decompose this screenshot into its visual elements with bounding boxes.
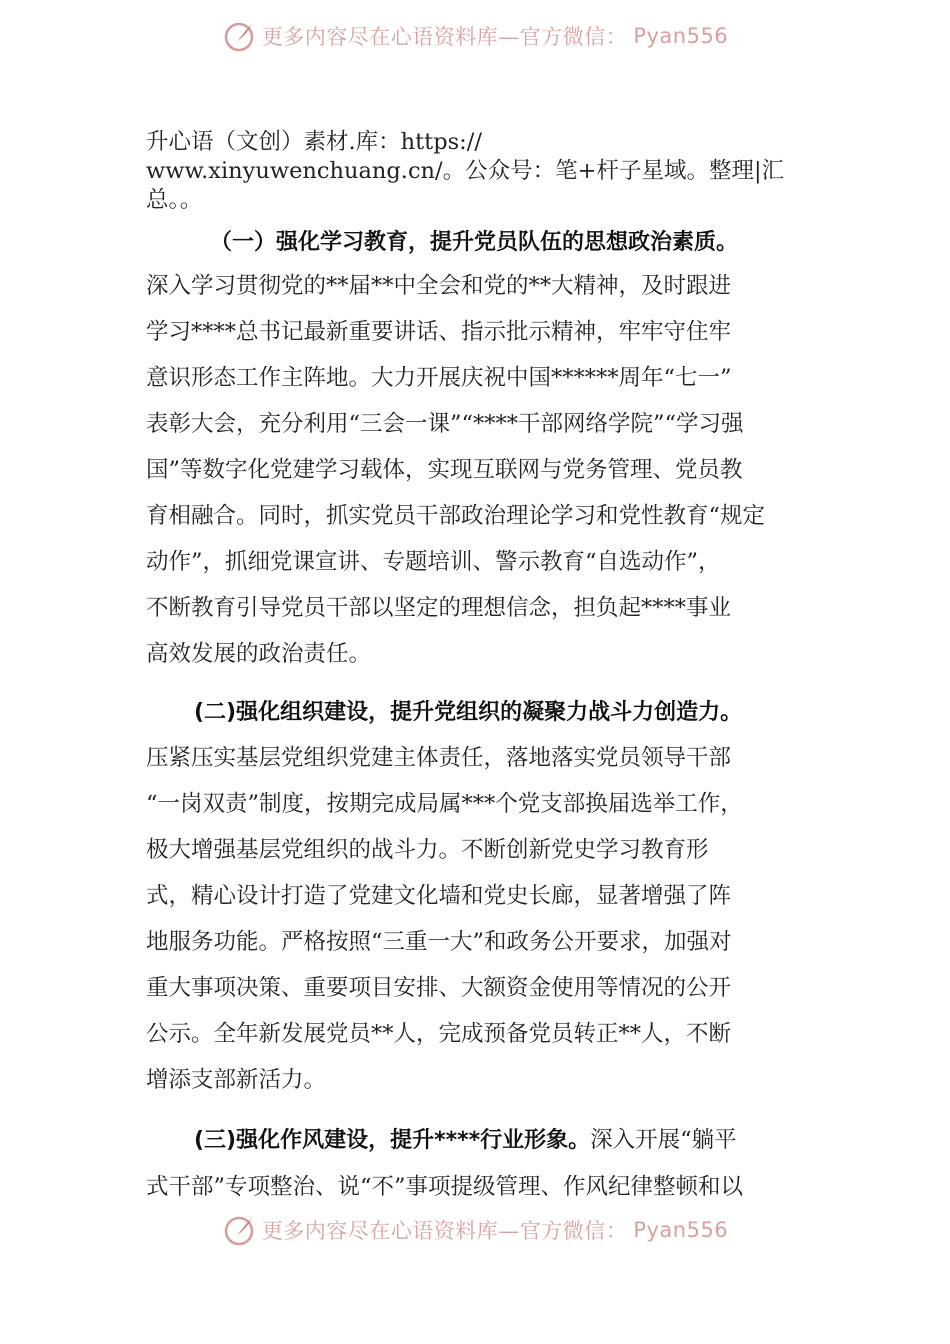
header-watermark bbox=[0, 14, 950, 58]
paragraph-line: “一岗双责”制度，按期完成局属***个党支部换届选举工作， bbox=[146, 791, 743, 817]
paragraph-line: 增添支部新活力。 bbox=[146, 1067, 327, 1093]
watermark-text: 更多内容尽在心语资料库—官方微信： bbox=[261, 1219, 628, 1243]
watermark-wechat-id: Pyan556 bbox=[633, 24, 729, 48]
intro-block bbox=[146, 128, 826, 215]
section-heading-3: (三)强化作风建设，提升****行业形象。 bbox=[194, 1128, 591, 1153]
feather-logo-icon bbox=[222, 18, 258, 54]
paragraph-line: 式，精心设计打造了党建文化墙和党史长廊，显著增强了阵 bbox=[146, 883, 732, 909]
watermark-wechat-id: Pyan556 bbox=[633, 1218, 729, 1242]
section-3-lead-text: 深入开展“躺平 bbox=[590, 1127, 737, 1153]
feather-logo-icon bbox=[222, 1212, 258, 1248]
section-3-first-line bbox=[146, 1117, 826, 1164]
watermark-text: 更多内容尽在心语资料库—官方微信： bbox=[261, 25, 628, 49]
intro-line: www.xinyuwenchuang.cn/。公众号：笔+杆子星域。整理|汇 bbox=[146, 158, 785, 184]
paragraph-line: 重大事项决策、重要项目安排、大额资金使用等情况的公开 bbox=[146, 975, 732, 1001]
paragraph-line: 压紧压实基层党组织党建主体责任，落地落实党员领导干部 bbox=[146, 745, 732, 771]
paragraph-line: 高效发展的政治责任。 bbox=[146, 641, 372, 667]
paragraph-line: 国”等数字化党建学习载体，实现互联网与党务管理、党员教 bbox=[146, 457, 743, 483]
document-body bbox=[146, 128, 826, 1210]
paragraph-line: 深入学习贯彻党的**届**中全会和党的**大精神，及时跟进 bbox=[146, 273, 732, 299]
paragraph-line: 地服务功能。严格按照“三重一大”和政务公开要求，加强对 bbox=[146, 929, 732, 955]
section-2-paragraph bbox=[146, 735, 826, 1103]
paragraph-line: 学习****总书记最新重要讲话、指示批示精神，牢牢守住牢 bbox=[146, 319, 732, 345]
intro-line: 升心语（文创）素材.库：https:// bbox=[146, 129, 482, 155]
section-3-paragraph bbox=[146, 1164, 826, 1210]
paragraph-line: 极大增强基层党组织的战斗力。不断创新党史学习教育形 bbox=[146, 837, 709, 863]
paragraph-line: 不断教育引导党员干部以坚定的理想信念，担负起****事业 bbox=[146, 595, 732, 621]
paragraph-line: 式干部”专项整治、说“不”事项提级管理、作风纪律整顿和以 bbox=[146, 1174, 744, 1200]
paragraph-line: 动作”，抓细党课宣讲、专题培训、警示教育“自选动作”， bbox=[146, 549, 721, 575]
footer-watermark bbox=[0, 1208, 950, 1252]
intro-line: 总。。 bbox=[146, 187, 203, 213]
paragraph-line: 表彰大会，充分利用“三会一课”“****干部网络学院”“学习强 bbox=[146, 411, 744, 437]
paragraph-line: 公示。全年新发展党员**人，完成预备党员转正**人，不断 bbox=[146, 1021, 732, 1047]
section-1-paragraph bbox=[146, 263, 826, 677]
section-heading-1: （一）强化学习教育，提升党员队伍的思想政治素质。 bbox=[210, 230, 739, 255]
paragraph-line: 意识形态工作主阵地。大力开展庆祝中国******周年“七一” bbox=[146, 365, 732, 391]
section-heading-2: (二)强化组织建设，提升党组织的凝聚力战斗力创造力。 bbox=[194, 700, 743, 725]
paragraph-line: 育相融合。同时，抓实党员干部政治理论学习和党性教育“规定 bbox=[146, 503, 766, 529]
